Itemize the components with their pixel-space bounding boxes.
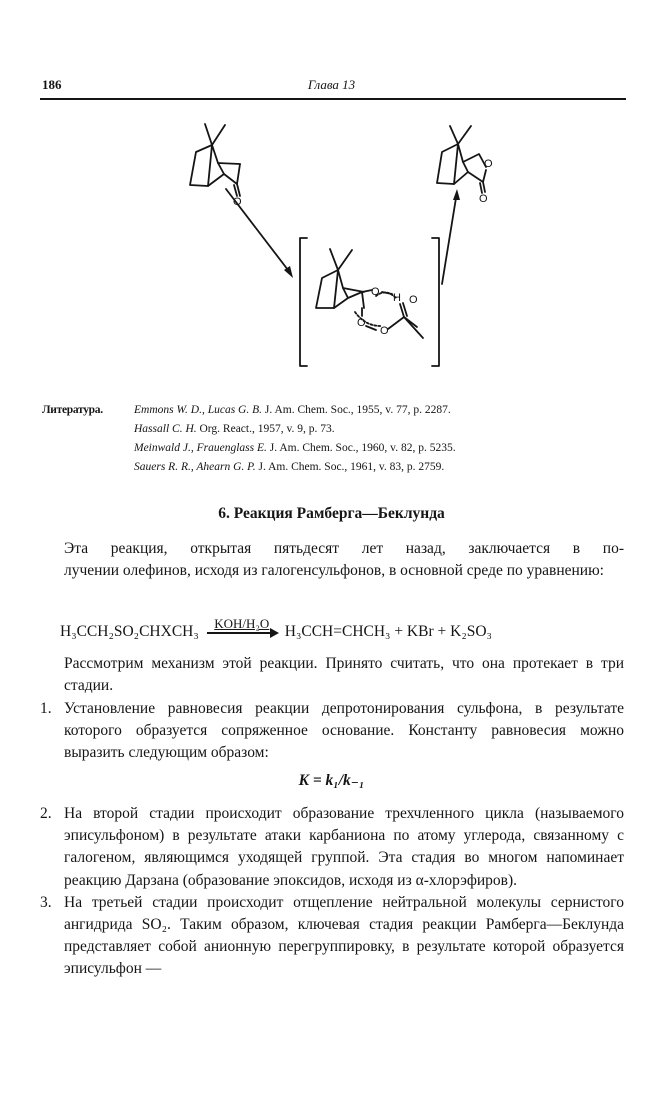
reference-entry: [42, 458, 456, 477]
reference-entry: [42, 420, 456, 439]
atom-o-label: O: [409, 294, 418, 306]
step-item: [40, 803, 624, 892]
atom-o-label: O: [479, 193, 488, 205]
step-text: На третьей стадии происходит отщепление нейтральной молекулы сернистого ангидрида SO₂. Таким образом, ключевая стадия реакции Рамберга—Беклунда представляет собой анионную перегруппировку, в результате которой образуется эписульфон —: [64, 893, 624, 978]
running-head: Глава 13: [307, 77, 356, 92]
step-number: 2.: [40, 805, 52, 822]
step-number: 1.: [40, 700, 52, 717]
reference-authors: Meinwald J., Frauenglass E.: [134, 442, 267, 454]
reaction-arrow: [442, 189, 460, 284]
mechanism-paragraph: [64, 653, 624, 697]
camphor-structure: [190, 124, 242, 208]
page-number: 186: [42, 77, 62, 92]
section-title: 6. Реакция Рамберга—Беклунда: [218, 505, 445, 522]
lactone-structure: [437, 126, 493, 205]
step-list: [40, 698, 624, 765]
atom-o-label: O: [371, 286, 380, 298]
step-item: [40, 698, 624, 765]
equation-arrow: [207, 617, 277, 641]
references-label: Литература.: [42, 404, 103, 416]
equilibrium-formula: K = k₁/k₋₁: [298, 772, 365, 789]
atom-o-label: O: [380, 325, 389, 337]
reference-entry: [42, 401, 456, 420]
step-text: Установление равновесия реакции депротонирования сульфона, в результате которого образуется сопряженное основание. Константу равновесия можно выразить следующим образом:: [64, 700, 624, 762]
reference-citation: J. Am. Chem. Soc., 1955, v. 77, p. 2287.: [264, 404, 451, 416]
step-text: На второй стадии происходит образование трехчленного цикла (называемого эписульфоном) в результате атаки карбаниона по атому углерода, связанному с галогеном, являющимся уходящей группой. Эта стадия во многом напоминает реакцию Дарзана (образование эпоксидов, исходя из α-хлорэфиров).: [64, 805, 624, 889]
equation-conditions: KOH/H₂O: [214, 616, 270, 631]
reference-citation: J. Am. Chem. Soc., 1961, v. 83, p. 2759.: [258, 461, 445, 473]
reference-authors: Hassall C. H.: [134, 423, 197, 435]
reaction-equation: [60, 617, 492, 641]
atom-h-label: H: [393, 292, 401, 304]
atom-o-label: O: [357, 317, 366, 329]
step-number: 3.: [40, 893, 52, 911]
header-rule: [40, 98, 626, 100]
step-list: [40, 803, 624, 981]
reaction-arrow: [226, 189, 293, 278]
reference-entry: [42, 439, 456, 458]
reference-citation: Org. React., 1957, v. 9, p. 73.: [199, 423, 335, 435]
reference-authors: Sauers R. R., Ahearn G. P.: [134, 461, 256, 473]
mechanism-text: Рассмотрим механизм этой реакции. Принято считать, что она протекает в три стадии.: [64, 655, 624, 694]
equation-products: H₃CCH=CHCH₃ + KBr + K₂SO₃: [284, 623, 492, 640]
intro-rest: лучении олефинов, исходя из галогенсульфонов, в основной среде по уравнению:: [64, 562, 604, 579]
right-bracket: [432, 238, 439, 366]
atom-o-label: O: [233, 196, 242, 208]
reference-citation: J. Am. Chem. Soc., 1960, v. 82, p. 5235.: [269, 442, 456, 454]
left-bracket: [300, 238, 307, 366]
equation-reactant: H₃CCH₂SO₂CHXCH₃: [60, 623, 199, 640]
intro-paragraph: [64, 538, 624, 582]
reference-authors: Emmons W. D., Lucas G. B.: [134, 404, 262, 416]
intro-first-line: Эта реакция, открытая пятьдесят лет назад, заключается в по-: [64, 540, 624, 557]
references: [42, 401, 456, 477]
reaction-scheme: [150, 112, 510, 374]
criegee-intermediate: [316, 249, 423, 338]
step-item: [40, 892, 624, 981]
atom-o-label: O: [484, 158, 493, 170]
